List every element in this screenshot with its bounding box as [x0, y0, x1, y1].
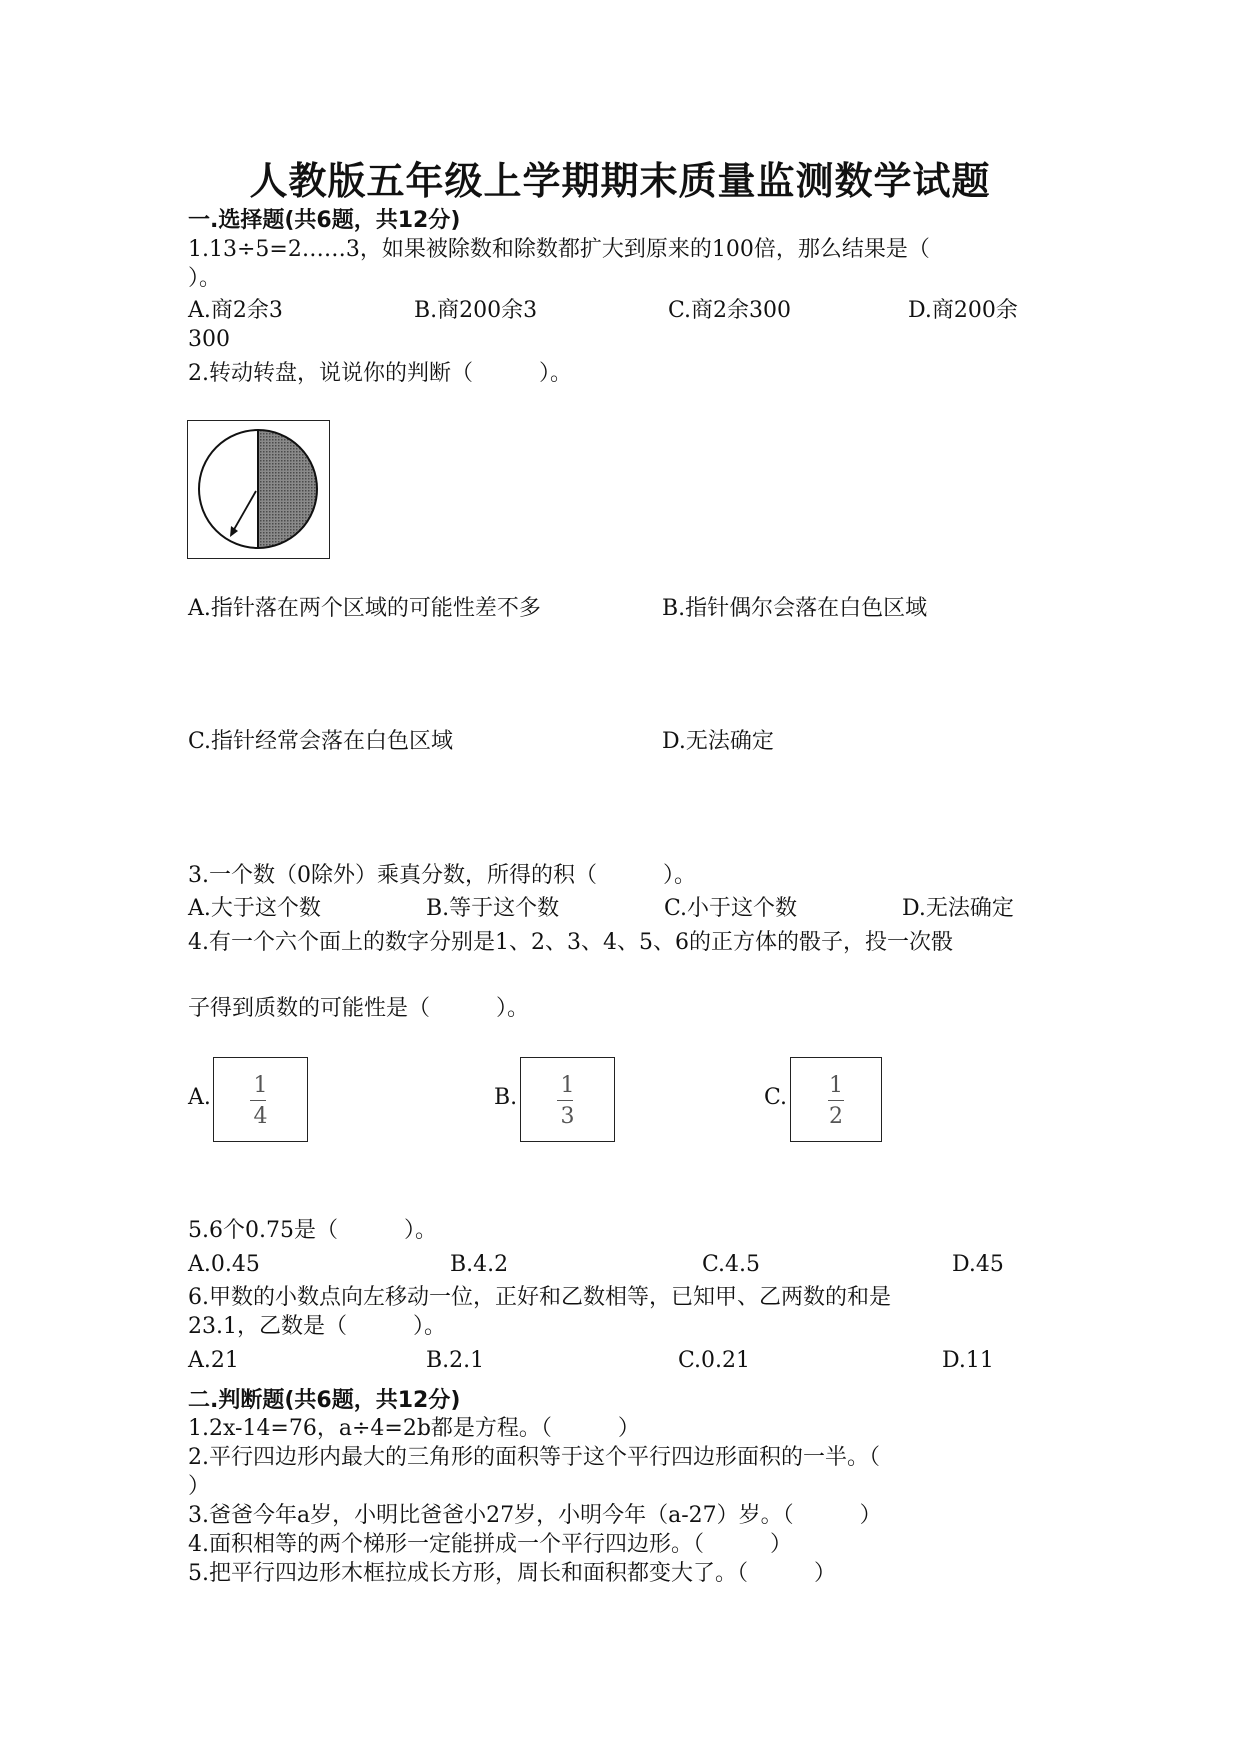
fraction-denominator: 2 [829, 1104, 843, 1129]
q5-option-d[interactable]: D.45 [952, 1252, 1004, 1277]
page-title: 人教版五年级上学期期末质量监测数学试题 [249, 159, 991, 203]
q1-option-c[interactable]: C.商2余300 [668, 298, 792, 323]
spinner-illustration [188, 421, 329, 558]
q4-option-c-box[interactable] [790, 1057, 882, 1142]
q1-option-b[interactable]: B.商200余3 [414, 298, 538, 323]
fraction-bar [557, 1100, 573, 1101]
fraction-numerator: 1 [253, 1073, 268, 1098]
q6-option-d[interactable]: D.11 [942, 1348, 994, 1373]
fraction-numerator: 1 [829, 1073, 843, 1098]
q5-option-c[interactable]: C.4.5 [702, 1252, 761, 1277]
q3-option-d[interactable]: D.无法确定 [902, 896, 1014, 921]
q1-option-d-continued: 300 [188, 327, 230, 352]
tf-q1: 1.2x-14=76，a÷4=2b都是方程。（ ） [188, 1416, 640, 1441]
q6-stem-line1: 6.甲数的小数点向左移动一位，正好和乙数相等，已知甲、乙两数的和是 [188, 1285, 891, 1310]
section1-heading: 一.选择题(共6题，共12分) [188, 208, 461, 233]
spinner-pointer [232, 491, 256, 533]
tf-q2-line2: ） [188, 1474, 211, 1499]
q2-option-b[interactable]: B.指针偶尔会落在白色区域 [662, 596, 928, 621]
q1-stem-line2: ）。 [188, 266, 222, 291]
q1-option-d[interactable]: D.商200余 [908, 298, 1018, 323]
fraction-bar [828, 1100, 844, 1101]
fraction-denominator: 4 [253, 1104, 268, 1129]
q2-option-c[interactable]: C.指针经常会落在白色区域 [188, 729, 454, 754]
shaded-half-region [258, 430, 317, 548]
tf-q4: 4.面积相等的两个梯形一定能拼成一个平行四边形。（ ） [188, 1532, 792, 1557]
q6-option-a[interactable]: A.21 [188, 1348, 239, 1373]
q4-option-a-label[interactable]: A. [188, 1085, 211, 1110]
q4-stem-line1: 4.有一个六个面上的数字分别是1、2、3、4、5、6的正方体的骰子，投一次骰 [188, 930, 953, 955]
q6-option-c[interactable]: C.0.21 [678, 1348, 751, 1373]
q5-option-a[interactable]: A.0.45 [188, 1252, 260, 1277]
q4-option-a-box[interactable] [213, 1057, 308, 1142]
q4-option-b-box[interactable] [520, 1057, 615, 1142]
q2-option-d[interactable]: D.无法确定 [662, 729, 774, 754]
fraction-numerator: 1 [560, 1073, 575, 1098]
fraction-bar [250, 1100, 266, 1101]
tf-q2-line1: 2.平行四边形内最大的三角形的面积等于这个平行四边形面积的一半。（ [188, 1445, 880, 1470]
q6-stem-line2: 23.1，乙数是（ ）。 [188, 1314, 446, 1339]
q4-stem-line2: 子得到质数的可能性是（ ）。 [188, 996, 530, 1021]
fraction-denominator: 3 [560, 1104, 575, 1129]
q2-stem: 2.转动转盘，说说你的判断（ ）。 [188, 361, 572, 386]
tf-q5: 5.把平行四边形木框拉成长方形，周长和面积都变大了。（ ） [188, 1561, 836, 1586]
spinner-figure [187, 420, 330, 559]
tf-q3: 3.爸爸今年a岁，小明比爸爸小27岁，小明今年（a-27）岁。（ ） [188, 1503, 882, 1528]
q3-stem: 3.一个数（0除外）乘真分数，所得的积（ ）。 [188, 863, 696, 888]
section2-heading: 二.判断题(共6题，共12分) [188, 1388, 461, 1413]
q3-option-b[interactable]: B.等于这个数 [426, 896, 560, 921]
q2-option-a[interactable]: A.指针落在两个区域的可能性差不多 [188, 596, 541, 621]
q5-option-b[interactable]: B.4.2 [450, 1252, 509, 1277]
q1-stem-line1: 1.13÷5=2……3，如果被除数和除数都扩大到原来的100倍，那么结果是（ [188, 237, 930, 262]
q3-option-c[interactable]: C.小于这个数 [664, 896, 798, 921]
q5-stem: 5.6个0.75是（ ）。 [188, 1218, 437, 1243]
q6-option-b[interactable]: B.2.1 [426, 1348, 485, 1373]
pointer-arrowhead-icon [230, 526, 238, 537]
q4-option-c-label[interactable]: C. [764, 1085, 788, 1110]
q1-option-a[interactable]: A.商2余3 [188, 298, 283, 323]
q4-option-b-label[interactable]: B. [494, 1085, 518, 1110]
q3-option-a[interactable]: A.大于这个数 [188, 896, 321, 921]
